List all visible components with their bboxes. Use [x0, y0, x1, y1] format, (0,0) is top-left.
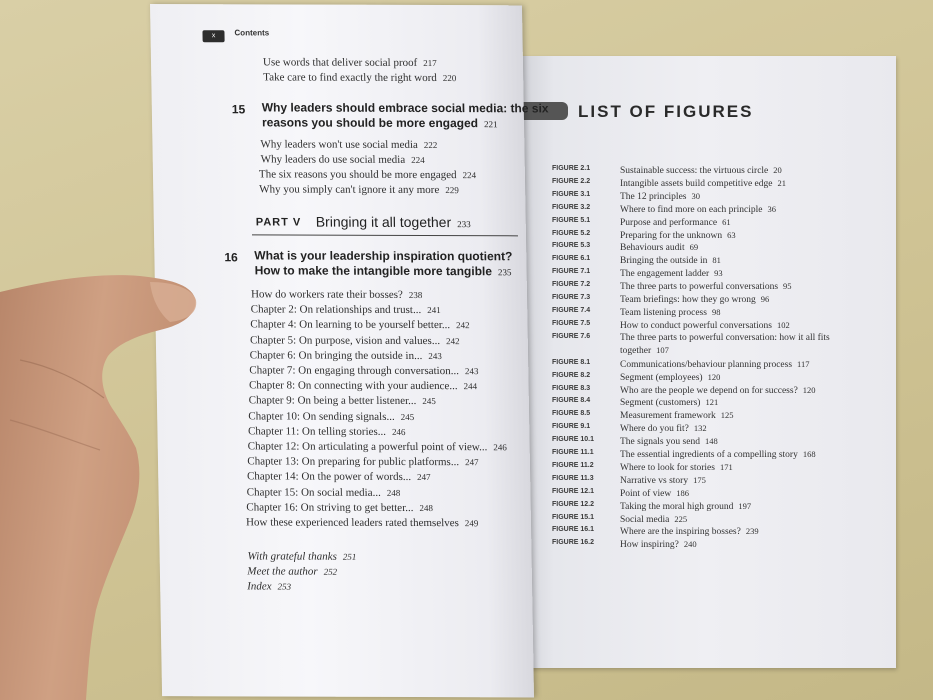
toc-line: Chapter 9: On being a better listener... 245 — [248, 394, 436, 408]
figure-label: FIGURE 8.2 — [552, 371, 591, 379]
figure-label: FIGURE 7.3 — [552, 294, 591, 301]
figure-title: Point of view 186 — [620, 487, 689, 499]
figure-title: The signals you send 148 — [620, 436, 718, 448]
figure-title: Social media 225 — [620, 513, 688, 525]
figure-title: Where are the inspiring bosses? 239 — [620, 526, 759, 538]
figure-label: FIGURE 11.1 — [552, 449, 594, 456]
figure-label: FIGURE 10.1 — [552, 436, 595, 444]
figure-title: Measurement framework 125 — [620, 410, 734, 422]
figure-title: Communications/behaviour planning process 117 — [620, 358, 810, 370]
figure-title: Where to find more on each principle 36 — [620, 203, 776, 215]
figure-title: The essential ingredients of a compelling story 168 — [620, 449, 816, 460]
figure-label: FIGURE 16.2 — [552, 539, 595, 547]
figure-label: FIGURE 12.1 — [552, 487, 595, 495]
toc-line: Chapter 12: On articulating a powerful point of view... 246 — [247, 440, 507, 454]
figure-title: Intangible assets build competitive edge 21 — [620, 177, 786, 189]
figure-title: Segment (employees) 120 — [620, 371, 721, 383]
back-matter-line: Index 253 — [247, 580, 292, 593]
figure-label: FIGURE 7.1 — [552, 268, 591, 276]
figure-title: Team briefings: how they go wrong 96 — [620, 294, 770, 305]
figure-title: Where to look for stories 171 — [620, 461, 733, 473]
toc-line: Why leaders won't use social media 222 — [260, 138, 438, 151]
part-label: PART V — [255, 216, 302, 229]
toc-line: The six reasons you should be more engaged 224 — [258, 168, 477, 182]
toc-line: Take care to find exactly the right word 220 — [263, 71, 457, 85]
figure-label: FIGURE 7.4 — [552, 306, 591, 314]
figure-label: FIGURE 16.1 — [552, 526, 595, 534]
toc-line: Chapter 6: On bringing the outside in... 243 — [249, 349, 442, 362]
figure-title: Who are the people we depend on for success? 120 — [620, 384, 816, 396]
figure-title: Behaviours audit 69 — [620, 242, 699, 254]
figure-title: How to conduct powerful conversations 102 — [620, 319, 790, 331]
figure-label: FIGURE 7.5 — [552, 319, 591, 327]
toc-line: Chapter 15: On social media... 248 — [246, 486, 401, 499]
figure-label: FIGURE 15.1 — [552, 513, 595, 521]
toc-line: Chapter 11: On telling stories... 246 — [247, 425, 406, 438]
figure-title: Purpose and performance 61 — [620, 216, 731, 228]
toc-line: Chapter 4: On learning to be yourself better... 242 — [250, 318, 470, 332]
toc-line: Chapter 14: On the power of words... 247 — [246, 470, 431, 484]
figure-label: FIGURE 9.1 — [552, 423, 591, 431]
figure-title: Where do you fit? 132 — [620, 423, 707, 435]
chapter-title: Why leaders should embrace social media: the six reasons you should be more engaged 221 — [261, 100, 549, 131]
figure-title: Team listening process 98 — [620, 306, 721, 318]
back-matter-line: With grateful thanks 251 — [247, 550, 357, 563]
figure-label: FIGURE 12.2 — [552, 500, 595, 508]
figure-label: FIGURE 2.2 — [552, 177, 591, 185]
figure-title: The engagement ladder 93 — [620, 268, 723, 280]
chapter-number: 16 — [224, 250, 238, 265]
figure-title: The three parts to powerful conversations 95 — [620, 281, 792, 293]
figure-title: Segment (customers) 121 — [620, 397, 719, 409]
figure-title: The three parts to powerful conversation: how it all fits together 107 — [620, 332, 830, 357]
toc-line: Why leaders do use social media 224 — [260, 153, 425, 166]
toc-line: How do workers rate their bosses? 238 — [250, 288, 423, 301]
figure-title: Narrative vs story 175 — [620, 474, 706, 486]
figure-label: FIGURE 8.5 — [552, 410, 591, 418]
toc-line: Chapter 16: On striving to get better... 248 — [246, 501, 434, 514]
figure-label: FIGURE 3.1 — [552, 190, 591, 198]
figure-title: How inspiring? 240 — [620, 539, 697, 551]
figure-label: FIGURE 11.2 — [552, 461, 594, 469]
toc-line: Chapter 10: On sending signals... 245 — [248, 409, 415, 423]
figure-label: FIGURE 8.3 — [552, 384, 591, 392]
page-number: x — [202, 30, 224, 42]
part-title: Bringing it all together 233 — [315, 213, 471, 231]
figure-label: FIGURE 7.2 — [552, 281, 591, 289]
figure-label: FIGURE 7.6 — [552, 332, 591, 340]
list-of-figures-title: LIST OF FIGURES — [578, 102, 754, 121]
figure-label: FIGURE 8.1 — [552, 358, 591, 366]
toc-line: Chapter 8: On connecting with your audience... 244 — [248, 379, 478, 393]
figure-label: FIGURE 5.1 — [552, 216, 591, 224]
chapter-number: 15 — [231, 102, 246, 117]
figure-title: Preparing for the unknown 63 — [620, 229, 736, 241]
figure-title: Bringing the outside in 81 — [620, 255, 721, 267]
figure-label: FIGURE 3.2 — [552, 203, 591, 211]
figure-label: FIGURE 8.4 — [552, 397, 591, 405]
toc-line: How these experienced leaders rated themselves 249 — [245, 516, 479, 530]
figure-title: Taking the moral high ground 197 — [620, 500, 752, 512]
figure-label: FIGURE 11.3 — [552, 474, 594, 482]
toc-line: Why you simply can't ignore it any more 229 — [259, 183, 459, 197]
toc-line: Chapter 7: On engaging through conversation... 243 — [249, 364, 479, 378]
toc-line: Chapter 5: On purpose, vision and values... 242 — [249, 333, 460, 347]
figure-title: Sustainable success: the virtuous circle 20 — [620, 165, 782, 176]
figure-label: FIGURE 5.2 — [552, 229, 591, 237]
figure-label: FIGURE 2.1 — [552, 165, 591, 172]
chapter-title: What is your leadership inspiration quotient? How to make the intangible more tangible 235 — [254, 248, 513, 279]
toc-line: Chapter 13: On preparing for public platforms... 247 — [247, 455, 479, 469]
back-matter-line: Meet the author 252 — [247, 565, 338, 578]
figure-label: FIGURE 6.1 — [552, 255, 591, 263]
toc-line: Use words that deliver social proof 217 — [262, 56, 437, 69]
toc-line: Chapter 2: On relationships and trust... 241 — [250, 303, 441, 317]
figure-label: FIGURE 5.3 — [552, 242, 591, 250]
figure-title: The 12 principles 30 — [620, 190, 700, 202]
running-header: Contents — [234, 28, 270, 38]
